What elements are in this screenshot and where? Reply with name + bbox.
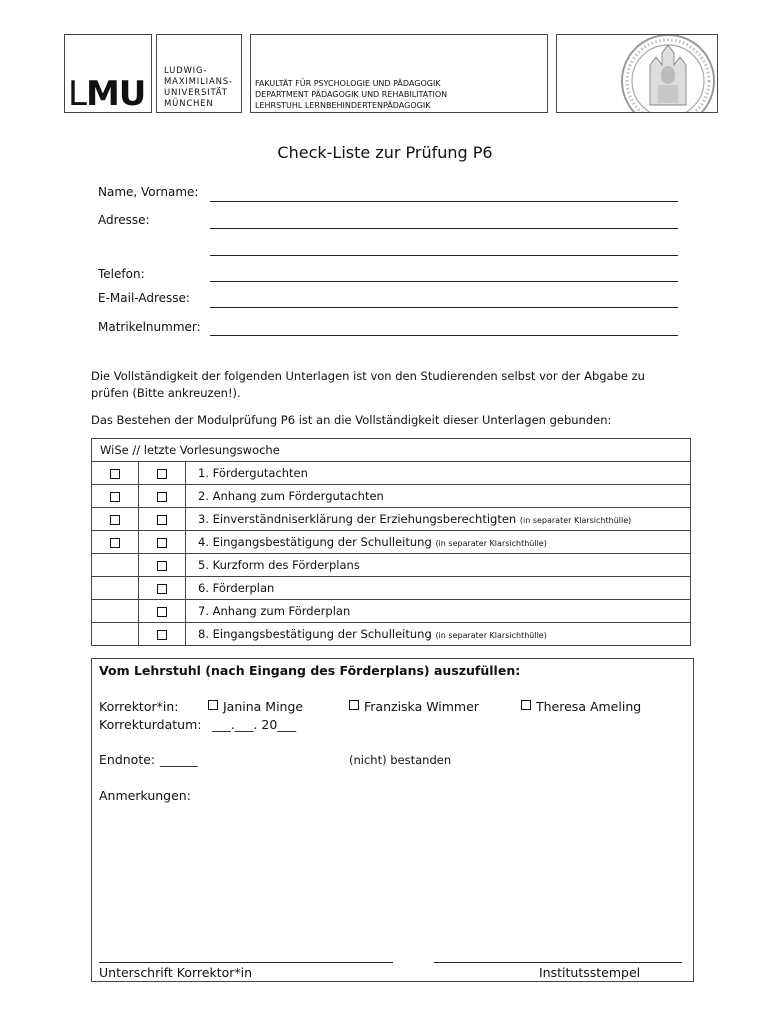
table-header: WiSe // letzte Vorlesungswoche	[92, 439, 691, 462]
item-label: 5. Kurzform des Förderplans	[198, 558, 360, 572]
lehrstuhl-heading: Vom Lehrstuhl (nach Eingang des Förderplans) auszufüllen:	[99, 663, 521, 678]
table-row	[92, 600, 691, 623]
matrikel-field[interactable]	[210, 335, 678, 336]
university-seal-icon	[558, 35, 716, 112]
instruction-paragraph: Die Vollständigkeit der folgenden Unterlagen ist von den Studierenden selbst vor der Abgabe zu prüfen (Bitte ankreuzen!).	[91, 369, 645, 400]
name-label: Name, Vorname:	[98, 185, 199, 199]
table-row	[92, 531, 691, 554]
table-header-row	[92, 439, 691, 462]
checkbox-icon[interactable]	[349, 700, 359, 710]
adresse-field-2[interactable]	[210, 255, 678, 256]
department-text: FAKULTÄT FÜR PSYCHOLOGIE UND PÄDAGOGIK DEPARTMENT PÄDAGOGIK UND REHABILITATION LEHRSTUHL LERNBEHINDERTENPÄDAGOGIK	[255, 79, 448, 110]
table-row	[92, 462, 691, 485]
lmu-logo: LMU	[68, 74, 146, 114]
korrektor-option-3[interactable]: Theresa Ameling	[521, 699, 641, 714]
checkbox-icon[interactable]	[521, 700, 531, 710]
checkbox-icon[interactable]	[208, 700, 218, 710]
page-title: Check-Liste zur Prüfung P6	[277, 143, 493, 162]
checkbox-vorlesungswoche[interactable]	[157, 492, 167, 502]
endnote-label: Endnote:	[99, 752, 156, 767]
checklist-table	[91, 438, 691, 646]
requirement-paragraph: Das Bestehen der Modulprüfung P6 ist an die Vollständigkeit dieser Unterlagen gebunden:	[91, 413, 612, 427]
signature-label: Unterschrift Korrektor*in	[99, 965, 253, 980]
university-name: LUDWIG- MAXIMILIANS- UNIVERSITÄT MÜNCHEN	[164, 66, 233, 109]
matrikel-label: Matrikelnummer:	[98, 320, 201, 334]
korrektor-option-2[interactable]: Franziska Wimmer	[349, 699, 479, 714]
item-label: 7. Anhang zum Förderplan	[198, 604, 351, 618]
checkbox-vorlesungswoche[interactable]	[157, 538, 167, 548]
checkbox-vorlesungswoche[interactable]	[157, 561, 167, 571]
table-row	[92, 577, 691, 600]
endnote-field[interactable]: ______	[160, 752, 198, 767]
checkbox-wise[interactable]	[110, 515, 120, 525]
item-label: 3. Einverständniserklärung der Erziehungsberechtigten	[198, 512, 517, 526]
korrekturdatum-label: Korrekturdatum:	[99, 717, 202, 732]
checkbox-vorlesungswoche[interactable]	[157, 630, 167, 640]
checkbox-vorlesungswoche[interactable]	[157, 515, 167, 525]
email-field[interactable]	[210, 307, 678, 308]
telefon-label: Telefon:	[98, 267, 145, 281]
korrektor-label: Korrektor*in:	[99, 699, 179, 714]
korrekturdatum-field[interactable]: ___.___. 20___	[212, 717, 297, 732]
anmerkungen-label: Anmerkungen:	[99, 788, 191, 803]
korrektor-option-1[interactable]: Janina Minge	[208, 699, 303, 714]
checkbox-vorlesungswoche[interactable]	[157, 469, 167, 479]
item-note: (in separater Klarsichthülle)	[435, 539, 547, 548]
checkbox-vorlesungswoche[interactable]	[157, 607, 167, 617]
item-label: 6. Förderplan	[198, 581, 275, 595]
item-label: 8. Eingangsbestätigung der Schulleitung	[198, 627, 432, 641]
table-row	[92, 623, 691, 646]
telefon-field[interactable]	[210, 281, 678, 282]
item-note: (in separater Klarsichthülle)	[519, 516, 632, 525]
item-note: (in separater Klarsichthülle)	[435, 631, 547, 640]
table-row	[92, 508, 691, 531]
signature-line[interactable]	[99, 962, 393, 963]
item-label: 4. Eingangsbestätigung der Schulleitung	[198, 535, 432, 549]
checkbox-vorlesungswoche[interactable]	[157, 584, 167, 594]
bestanden-label: (nicht) bestanden	[349, 753, 452, 767]
item-label: 2. Anhang zum Fördergutachten	[198, 489, 384, 503]
email-label: E-Mail-Adresse:	[98, 291, 190, 305]
stamp-label: Institutsstempel	[539, 965, 641, 980]
name-field[interactable]	[210, 201, 678, 202]
adresse-field-1[interactable]	[210, 228, 678, 229]
checkbox-wise[interactable]	[110, 538, 120, 548]
table-row	[92, 554, 691, 577]
stamp-line	[434, 962, 682, 963]
checkbox-wise[interactable]	[110, 492, 120, 502]
item-label: 1. Fördergutachten	[198, 466, 308, 480]
checkbox-wise[interactable]	[110, 469, 120, 479]
adresse-label: Adresse:	[98, 213, 150, 227]
table-row	[92, 485, 691, 508]
